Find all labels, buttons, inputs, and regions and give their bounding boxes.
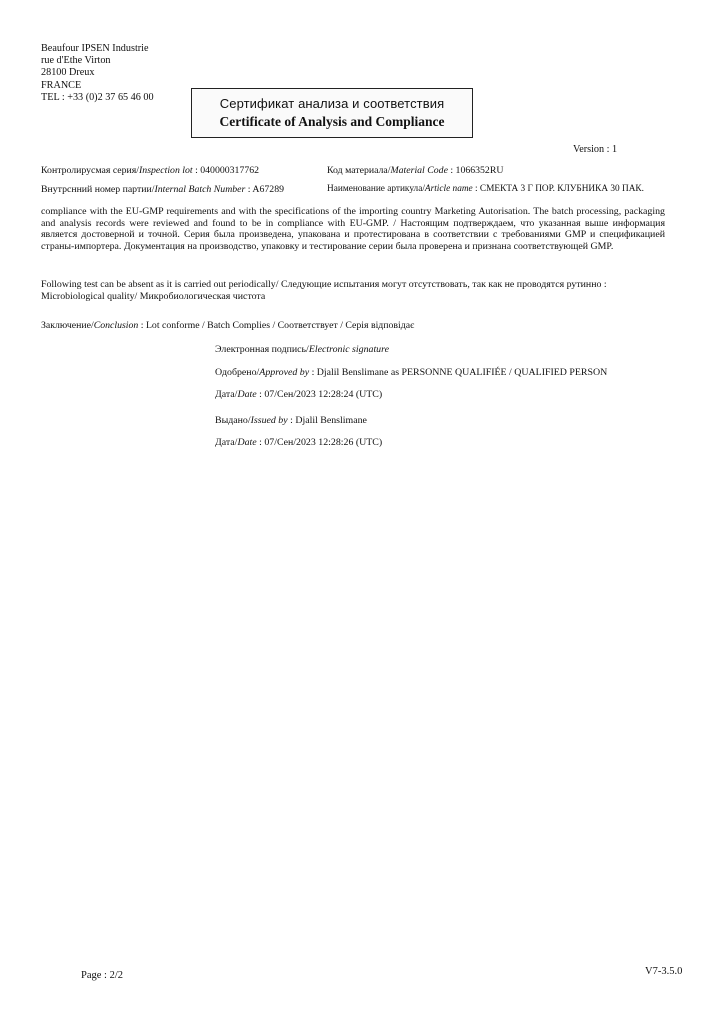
approval-date-row: [215, 389, 382, 401]
material-code-label-en: Material Code: [390, 165, 448, 176]
issuer-street: rue d'Ethe Virton: [41, 55, 111, 67]
issuer-city: 28100 Dreux: [41, 67, 95, 79]
electronic-signature-heading: [215, 344, 389, 356]
batch-number-value: : A67289: [245, 184, 284, 195]
title-english: Certificate of Analysis and Compliance: [219, 113, 445, 129]
date2-label-ru: Дата/: [215, 437, 238, 448]
page-number: Page : 2/2: [81, 970, 123, 981]
inspection-lot-value: : 040000317762: [192, 165, 260, 176]
document-version: V7-3.5.0: [645, 966, 683, 977]
periodic-tests-line1: Following test can be absent as it is carried out periodically/ Следующие испытания могут отсутствовать, так как не проводятся рутинно :: [41, 279, 607, 290]
conclusion-label-en: Conclusion: [93, 320, 139, 331]
title-russian: Сертификат анализа и соответствия: [219, 96, 445, 112]
issued-label-ru: Выдано/: [215, 415, 251, 426]
conclusion-label-ru: Заключение/: [41, 320, 94, 331]
issued-value: : Djalil Benslimane: [287, 415, 367, 426]
issuer-country: FRANCE: [41, 79, 82, 91]
article-name-row: [327, 184, 644, 195]
certificate-title-box: [191, 88, 473, 138]
signature-heading-en: Electronic signature: [308, 344, 389, 355]
version-label: Version : 1: [573, 144, 618, 155]
article-name-value: : СМЕКТА 3 Г ПОР. КЛУБНИКА 30 ПАК.: [472, 184, 644, 194]
material-code-label-ru: Код материала/: [327, 165, 391, 176]
issued-by-row: [215, 415, 367, 427]
date1-label-ru: Дата/: [215, 389, 238, 400]
article-name-label-en: Article name: [424, 184, 473, 194]
approved-value: : Djalil Benslimane as PERSONNE QUALIFIÉE / QUALIFIED PERSON: [309, 367, 608, 378]
conclusion-value: : Lot conforme / Batch Complies / Соответствует / Серія відповідає: [138, 320, 415, 331]
conclusion-row: [41, 320, 414, 332]
inspection-lot-label-en: Inspection lot: [139, 165, 193, 176]
approved-label-en: Approved by: [259, 367, 310, 378]
periodic-tests-note: [41, 279, 665, 302]
batch-number-label-ru: Внутрснний номер партии/: [41, 184, 155, 195]
inspection-lot-row: [41, 165, 259, 177]
signature-heading-ru: Электронная подпись/: [215, 344, 309, 355]
date2-label-en: Date: [237, 437, 257, 448]
date1-value: : 07/Сен/2023 12:28:24 (UTC): [256, 389, 383, 400]
approved-label-ru: Одобрено/: [215, 367, 260, 378]
approved-by-row: [215, 367, 607, 379]
date2-value: : 07/Сен/2023 12:28:26 (UTC): [256, 437, 383, 448]
issuer-address: [41, 43, 154, 104]
issued-label-en: Issued by: [250, 415, 288, 426]
batch-number-label-en: Internal Batch Number: [154, 184, 246, 195]
periodic-tests-line2: Microbiological quality/ Микробиологическая чистота: [41, 290, 266, 302]
batch-number-row: [41, 184, 284, 196]
issuer-company: Beaufour IPSEN Industrie: [41, 43, 149, 54]
article-name-label-ru: Наименование артикула/: [327, 184, 425, 194]
issuer-phone: TEL : +33 (0)2 37 65 46 00: [41, 91, 154, 103]
material-code-row: [327, 165, 503, 177]
material-code-value: : 1066352RU: [447, 165, 504, 176]
date1-label-en: Date: [237, 389, 257, 400]
inspection-lot-label-ru: Контролирусмая серия/: [41, 165, 140, 176]
compliance-statement: compliance with the EU-GMP requirements and with the specifications of the importing country Marketing Autorisation. The batch processing, packaging and analysis records were reviewed and found to be in compliance with EU-GMP. / Настоящим подтверждаем, что указанная выше информация является достоверной и точной. Серия была произведена, упакована и протестирована в соответствии с требованиями GMP и спецификацией страны-импортера. Документация на производство, упаковку и тестирование серии была проверена и признана соответствующей GMP.: [41, 206, 665, 252]
issue-date-row: [215, 437, 382, 449]
